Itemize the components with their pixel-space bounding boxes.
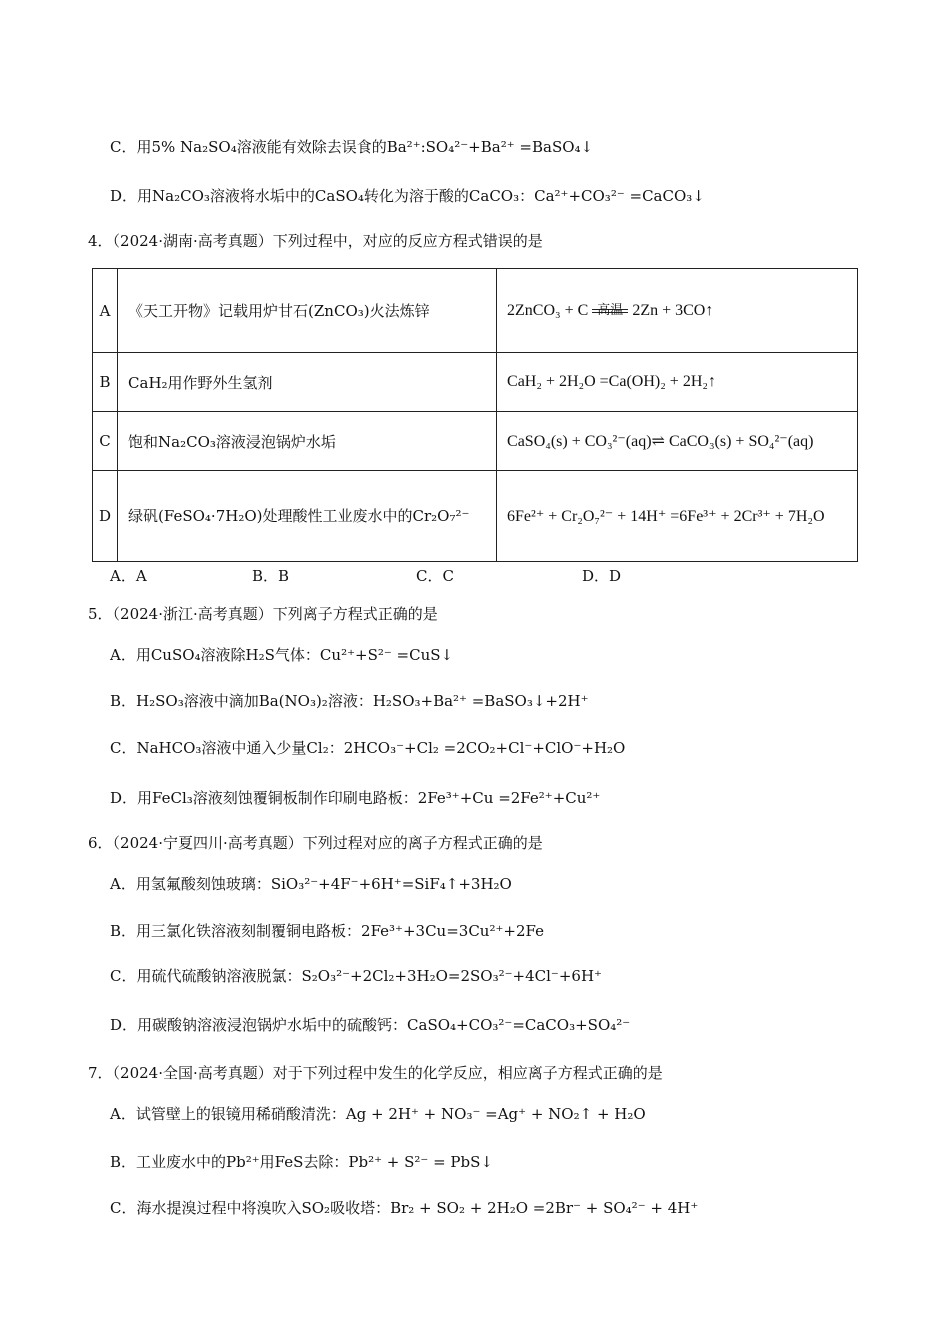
q6-option-c: C．用硫代硫酸钠溶液脱氯：S₂O₃²⁻+2Cl₂+3H₂O=2SO₃²⁻+4Cl⁻+6H⁺	[110, 967, 602, 985]
choice-d: D．D	[582, 567, 622, 585]
q4-options-table	[92, 268, 858, 562]
row-equation: CaSO₄(s) + CO₃²⁻(aq)⇌ CaCO₃(s) + SO₄²⁻(aq)	[497, 412, 858, 471]
q5-stem: 5．（2024·浙江·高考真题）下列离子方程式正确的是	[88, 605, 438, 623]
row-description: 《天工开物》记载用炉甘石(ZnCO₃)火法炼锌	[118, 269, 497, 353]
equation-left: 2ZnCO₃ + C	[507, 301, 589, 319]
choice-b: B．B	[252, 567, 290, 585]
row-label: B	[93, 353, 118, 412]
q5-option-c: C．NaHCO₃溶液中通入少量Cl₂：2HCO₃⁻+Cl₂ =2CO₂+Cl⁻+ClO⁻+H₂O	[110, 739, 626, 757]
q6-option-a: A．用氢氟酸刻蚀玻璃：SiO₃²⁻+4F⁻+6H⁺=SiF₄↑+3H₂O	[110, 875, 512, 893]
table-row	[93, 269, 858, 353]
q4-choices	[110, 565, 710, 585]
row-description: 饱和Na₂CO₃溶液浸泡锅炉水垢	[118, 412, 497, 471]
row-label: D	[93, 471, 118, 562]
equation-right: 2Zn + 3CO↑	[632, 301, 714, 319]
q5-option-d: D．用FeCl₃溶液刻蚀覆铜板制作印刷电路板：2Fe³⁺+Cu =2Fe²⁺+Cu²⁺	[110, 789, 601, 807]
row-equation: CaH₂ + 2H₂O =Ca(OH)₂ + 2H₂↑	[497, 353, 858, 412]
row-equation	[497, 269, 858, 353]
q4-stem: 4．（2024·湖南·高考真题）下列过程中，对应的反应方程式错误的是	[88, 232, 543, 250]
q7-option-a: A．试管壁上的银镜用稀硝酸清洗：Ag + 2H⁺ + NO₃⁻ =Ag⁺ + NO₂↑ + H₂O	[110, 1105, 646, 1123]
q6-option-d: D．用碳酸钠溶液浸泡锅炉水垢中的硫酸钙：CaSO₄+CO₃²⁻=CaCO₃+SO₄²⁻	[110, 1016, 631, 1034]
q5-option-b: B．H₂SO₃溶液中滴加Ba(NO₃)₂溶液：H₂SO₃+Ba²⁺ =BaSO₃↓+2H⁺	[110, 692, 589, 710]
q3-option-c: C．用5% Na₂SO₄溶液能有效除去误食的Ba²⁺:SO₄²⁻+Ba²⁺ =BaSO₄↓	[110, 138, 594, 156]
q3-option-d: D．用Na₂CO₃溶液将水垢中的CaSO₄转化为溶于酸的CaCO₃：Ca²⁺+CO₃²⁻ =CaCO₃↓	[110, 187, 705, 205]
table-row	[93, 353, 858, 412]
choice-a: A．A	[110, 567, 147, 585]
table-row	[93, 412, 858, 471]
q7-stem: 7．（2024·全国·高考真题）对于下列过程中发生的化学反应，相应离子方程式正确的是	[88, 1064, 663, 1082]
condition-label: 高温	[597, 302, 624, 318]
choice-c: C．C	[416, 567, 454, 585]
row-equation: 6Fe²⁺ + Cr₂O₇²⁻ + 14H⁺ =6Fe³⁺ + 2Cr³⁺ + 7H₂O	[497, 471, 858, 562]
q7-option-c: C．海水提溴过程中将溴吹入SO₂吸收塔：Br₂ + SO₂ + 2H₂O =2Br⁻ + SO₄²⁻ + 4H⁺	[110, 1199, 699, 1217]
q6-stem: 6．（2024·宁夏四川·高考真题）下列过程对应的离子方程式正确的是	[88, 834, 543, 852]
row-label: C	[93, 412, 118, 471]
q5-option-a: A．用CuSO₄溶液除H₂S气体：Cu²⁺+S²⁻ =CuS↓	[110, 646, 454, 664]
row-label: A	[93, 269, 118, 353]
row-description: 绿矾(FeSO₄·7H₂O)处理酸性工业废水中的Cr₂O₇²⁻	[118, 471, 497, 562]
table-row	[93, 471, 858, 562]
row-description: CaH₂用作野外生氢剂	[118, 353, 497, 412]
q6-option-b: B．用三氯化铁溶液刻制覆铜电路板：2Fe³⁺+3Cu=3Cu²⁺+2Fe	[110, 922, 544, 940]
q7-option-b: B．工业废水中的Pb²⁺用FeS去除：Pb²⁺ + S²⁻ = PbS↓	[110, 1153, 493, 1171]
